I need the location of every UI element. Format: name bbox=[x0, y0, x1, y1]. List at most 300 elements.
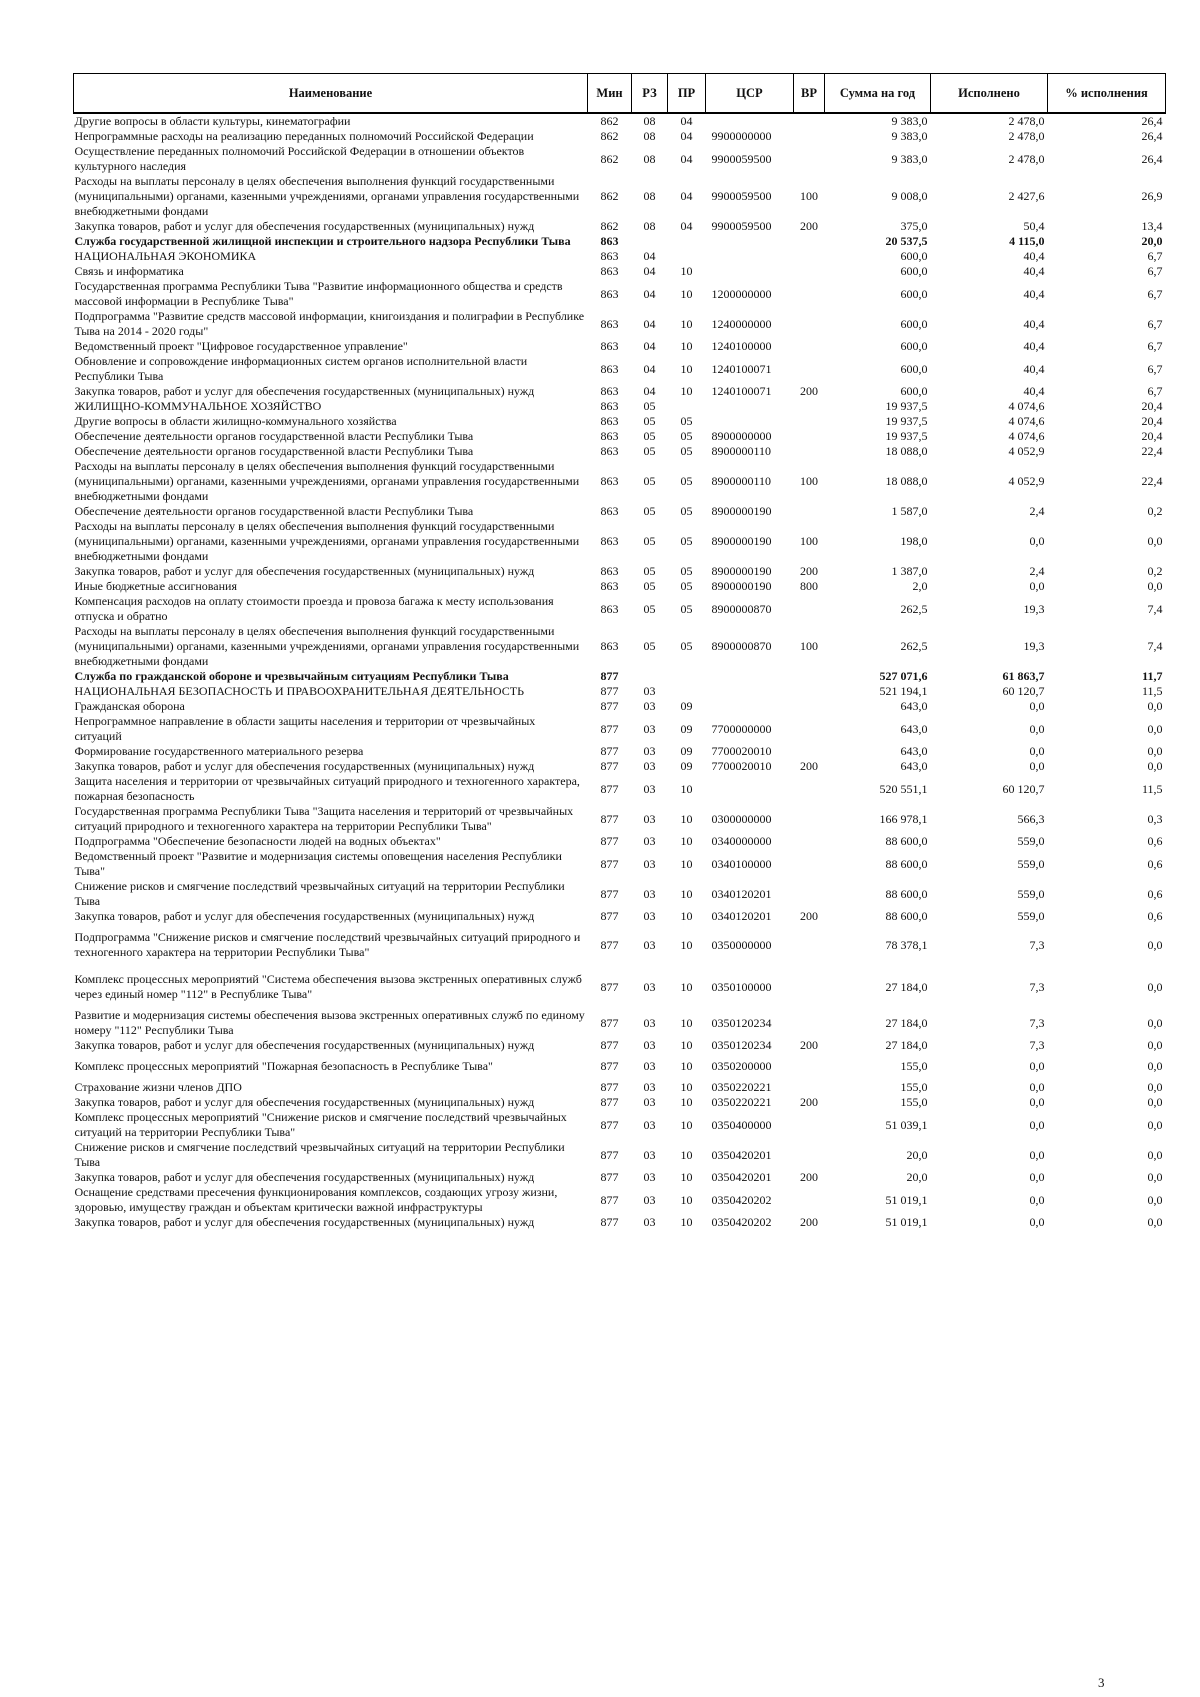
table-row bbox=[74, 113, 1166, 129]
cell-done: 7,3 bbox=[1029, 1015, 1045, 1030]
cell-pct: 0,6 bbox=[1147, 886, 1163, 901]
cell-csr: 0340120201 bbox=[711, 909, 772, 923]
cell-vr bbox=[794, 744, 825, 759]
cell-sum: 155,0 bbox=[900, 1059, 928, 1073]
cell-pct: 0,0 bbox=[1147, 937, 1163, 952]
cell-vr bbox=[794, 113, 825, 129]
cell-pr bbox=[668, 669, 706, 684]
cell-pr: 10 bbox=[680, 834, 693, 848]
cell-rz: 03 bbox=[643, 781, 656, 796]
table-row bbox=[74, 966, 1166, 1008]
cell-pct: 11,5 bbox=[1141, 781, 1163, 796]
cell-csr bbox=[706, 684, 794, 699]
cell-name: Обеспечение деятельности органов государственной власти Республики Тыва bbox=[74, 444, 474, 458]
table-row bbox=[74, 429, 1166, 444]
cell-min: 863 bbox=[600, 339, 619, 353]
cell-pct: 22,4 bbox=[1141, 444, 1163, 458]
cell-vr bbox=[794, 144, 825, 174]
table-row bbox=[74, 1053, 1166, 1080]
cell-csr bbox=[706, 414, 794, 429]
cell-rz: 03 bbox=[643, 684, 656, 698]
cell-min: 863 bbox=[600, 534, 619, 548]
cell-vr bbox=[794, 249, 825, 264]
cell-vr bbox=[794, 924, 825, 966]
cell-done: 7,3 bbox=[1029, 937, 1045, 952]
cell-name: Комплекс процессных мероприятий "Пожарная безопасность в Республике Тыва" bbox=[74, 1059, 493, 1073]
table-row bbox=[74, 339, 1166, 354]
cell-vr bbox=[794, 684, 825, 699]
cell-csr bbox=[706, 234, 794, 249]
cell-vr bbox=[794, 774, 825, 804]
cell-csr: 7700020010 bbox=[711, 759, 772, 773]
cell-name: Снижение рисков и смягчение последствий чрезвычайных ситуаций на территории Республики Тыва bbox=[74, 1140, 565, 1169]
cell-pr: 10 bbox=[680, 781, 693, 796]
cell-csr: 0350120234 bbox=[711, 1038, 772, 1052]
cell-pr: 05 bbox=[680, 429, 693, 443]
cell-min: 863 bbox=[600, 286, 619, 301]
header-sum: Сумма на год bbox=[825, 74, 931, 114]
cell-rz: 04 bbox=[643, 384, 656, 398]
table-header-row bbox=[74, 74, 1166, 114]
cell-pct: 0,0 bbox=[1147, 534, 1163, 548]
cell-name: Закупка товаров, работ и услуг для обеспечения государственных (муниципальных) нужд bbox=[74, 759, 535, 773]
cell-name: Непрограммное направление в области защиты населения и территории от чрезвычайных ситуаций bbox=[74, 714, 536, 743]
cell-rz: 03 bbox=[643, 1117, 656, 1132]
cell-min: 877 bbox=[600, 1015, 619, 1030]
cell-csr: 1240100071 bbox=[711, 384, 772, 398]
cell-rz: 05 bbox=[643, 564, 656, 578]
cell-csr: 0350220221 bbox=[711, 1080, 772, 1094]
cell-rz: 04 bbox=[643, 316, 656, 331]
cell-done: 0,0 bbox=[1029, 534, 1045, 548]
cell-name: Другие вопросы в области жилищно-коммунального хозяйства bbox=[74, 414, 397, 428]
cell-pct: 7,4 bbox=[1147, 639, 1163, 653]
cell-pr: 10 bbox=[680, 1215, 693, 1229]
cell-csr: 0350420201 bbox=[711, 1147, 772, 1162]
cell-vr bbox=[794, 504, 825, 519]
table-row bbox=[74, 219, 1166, 234]
cell-pr: 09 bbox=[680, 699, 693, 713]
cell-pr: 05 bbox=[680, 601, 693, 616]
table-row bbox=[74, 774, 1166, 804]
cell-done: 40,4 bbox=[1023, 286, 1045, 301]
cell-vr bbox=[794, 1185, 825, 1215]
cell-sum: 88 600,0 bbox=[885, 886, 928, 901]
cell-pct: 0,0 bbox=[1147, 1015, 1163, 1030]
header-name: Наименование bbox=[74, 74, 588, 114]
cell-csr: 0350420202 bbox=[711, 1215, 772, 1229]
cell-sum: 600,0 bbox=[900, 361, 928, 376]
cell-pct: 0,0 bbox=[1147, 979, 1163, 994]
table-row bbox=[74, 384, 1166, 399]
cell-sum: 9 383,0 bbox=[891, 114, 928, 128]
cell-done: 50,4 bbox=[1023, 219, 1045, 233]
cell-csr: 9900059500 bbox=[711, 219, 772, 233]
cell-min: 877 bbox=[600, 699, 619, 713]
header-done: Исполнено bbox=[931, 74, 1048, 114]
cell-sum: 643,0 bbox=[900, 744, 928, 758]
page-number: 3 bbox=[1098, 1675, 1105, 1690]
table-row bbox=[74, 279, 1166, 309]
cell-vr bbox=[794, 279, 825, 309]
cell-min: 877 bbox=[600, 781, 619, 796]
cell-pct: 0,6 bbox=[1147, 856, 1163, 871]
cell-pct: 0,0 bbox=[1147, 744, 1163, 758]
cell-pr bbox=[668, 399, 706, 414]
cell-name: Компенсация расходов на оплату стоимости проезда и провоза багажа к месту использования отпуска и обратно bbox=[74, 594, 554, 623]
table-row bbox=[74, 879, 1166, 909]
cell-pct: 20,4 bbox=[1141, 399, 1163, 413]
cell-done: 4 052,9 bbox=[1008, 474, 1045, 488]
cell-done: 2 478,0 bbox=[1008, 114, 1045, 128]
cell-csr bbox=[706, 774, 794, 804]
cell-pct: 26,9 bbox=[1141, 189, 1163, 203]
cell-csr bbox=[706, 699, 794, 714]
cell-vr: 100 bbox=[800, 639, 818, 653]
cell-name: Комплекс процессных мероприятий "Система обеспечения вызова экстренных оперативных служб через единый номер "112" в Республике Тыва" bbox=[74, 972, 582, 1001]
cell-name: Закупка товаров, работ и услуг для обеспечения государственных (муниципальных) нужд bbox=[74, 909, 535, 923]
cell-csr: 7700000000 bbox=[711, 721, 772, 736]
cell-rz: 03 bbox=[643, 1080, 656, 1094]
cell-name: Государственная программа Республики Тыва "Защита населения и территорий от чрезвычайных ситуаций природного и техногенного характера на территории Республики Тыва" bbox=[74, 804, 574, 833]
cell-name: НАЦИОНАЛЬНАЯ ЭКОНОМИКА bbox=[74, 249, 257, 263]
cell-rz: 05 bbox=[643, 414, 656, 428]
cell-rz: 03 bbox=[643, 937, 656, 952]
cell-rz: 05 bbox=[643, 474, 656, 488]
cell-done: 2,4 bbox=[1029, 564, 1045, 578]
cell-min: 862 bbox=[600, 151, 619, 166]
cell-name: Ведомственный проект "Цифровое государственное управление" bbox=[74, 339, 408, 353]
cell-pr: 10 bbox=[680, 1192, 693, 1207]
table-row bbox=[74, 759, 1166, 774]
cell-pr: 04 bbox=[680, 129, 693, 143]
cell-done: 4 052,9 bbox=[1008, 444, 1045, 458]
cell-rz: 03 bbox=[643, 856, 656, 871]
cell-pr: 04 bbox=[680, 114, 693, 128]
cell-csr: 0350400000 bbox=[711, 1117, 772, 1132]
cell-rz bbox=[632, 234, 668, 249]
cell-csr: 0340100000 bbox=[711, 856, 772, 871]
cell-rz: 04 bbox=[643, 264, 656, 278]
cell-min: 863 bbox=[600, 564, 619, 578]
cell-name: Закупка товаров, работ и услуг для обеспечения государственных (муниципальных) нужд bbox=[74, 219, 535, 233]
cell-pct: 20,4 bbox=[1141, 414, 1163, 428]
cell-sum: 643,0 bbox=[900, 699, 928, 713]
cell-vr: 200 bbox=[800, 384, 818, 398]
cell-name: Служба по гражданской обороне и чрезвычайным ситуациям Республики Тыва bbox=[74, 669, 509, 683]
cell-min: 863 bbox=[600, 639, 619, 653]
cell-pct: 26,4 bbox=[1141, 129, 1163, 143]
cell-vr bbox=[794, 399, 825, 414]
cell-sum: 20,0 bbox=[906, 1147, 928, 1162]
cell-name: Государственная программа Республики Тыва "Развитие информационного общества и средств массовой информации в Республике Тыва" bbox=[74, 279, 563, 308]
cell-done: 19,3 bbox=[1023, 601, 1045, 616]
table-row bbox=[74, 504, 1166, 519]
cell-csr: 9900059500 bbox=[711, 189, 772, 203]
table-row bbox=[74, 579, 1166, 594]
table-row bbox=[74, 594, 1166, 624]
cell-pr: 10 bbox=[680, 1117, 693, 1132]
table-row bbox=[74, 519, 1166, 564]
cell-rz: 03 bbox=[643, 721, 656, 736]
cell-csr: 8900000870 bbox=[711, 639, 772, 653]
cell-pr: 05 bbox=[680, 474, 693, 488]
cell-pr: 09 bbox=[680, 759, 693, 773]
cell-sum: 155,0 bbox=[900, 1095, 928, 1109]
cell-vr bbox=[794, 1053, 825, 1080]
table-row bbox=[74, 564, 1166, 579]
cell-sum: 19 937,5 bbox=[885, 399, 928, 413]
cell-vr bbox=[794, 339, 825, 354]
header-vr: ВР bbox=[794, 74, 825, 114]
cell-vr bbox=[794, 1080, 825, 1095]
cell-name: Закупка товаров, работ и услуг для обеспечения государственных (муниципальных) нужд bbox=[74, 1038, 535, 1052]
cell-csr: 0340120201 bbox=[711, 886, 772, 901]
cell-sum: 1 587,0 bbox=[891, 504, 928, 518]
cell-min: 863 bbox=[600, 504, 619, 518]
cell-done: 0,0 bbox=[1029, 1095, 1045, 1109]
cell-sum: 9 383,0 bbox=[891, 151, 928, 166]
cell-done: 0,0 bbox=[1029, 1080, 1045, 1094]
cell-rz: 08 bbox=[643, 189, 656, 203]
cell-pct: 11,5 bbox=[1141, 684, 1163, 698]
budget-execution-table bbox=[73, 73, 1166, 1230]
cell-sum: 600,0 bbox=[900, 286, 928, 301]
cell-min: 863 bbox=[600, 429, 619, 443]
cell-pct: 6,7 bbox=[1147, 264, 1163, 278]
cell-rz: 08 bbox=[643, 114, 656, 128]
table-row bbox=[74, 354, 1166, 384]
cell-name: Обеспечение деятельности органов государственной власти Республики Тыва bbox=[74, 429, 474, 443]
cell-name: Непрограммные расходы на реализацию переданных полномочий Российской Федерации bbox=[74, 129, 534, 143]
cell-csr: 7700020010 bbox=[711, 744, 772, 758]
cell-min: 877 bbox=[600, 759, 619, 773]
header-pct: % исполнения bbox=[1048, 74, 1166, 114]
cell-pr: 04 bbox=[680, 219, 693, 233]
cell-rz: 03 bbox=[643, 1170, 656, 1184]
cell-pr: 10 bbox=[680, 1015, 693, 1030]
cell-rz: 08 bbox=[643, 129, 656, 143]
cell-csr: 0350200000 bbox=[711, 1059, 772, 1073]
cell-csr: 0350420202 bbox=[711, 1192, 772, 1207]
cell-pct: 6,7 bbox=[1147, 384, 1163, 398]
cell-pr: 09 bbox=[680, 744, 693, 758]
cell-csr: 1200000000 bbox=[711, 286, 772, 301]
cell-csr: 0350120234 bbox=[711, 1015, 772, 1030]
cell-min: 877 bbox=[600, 1117, 619, 1132]
cell-pr: 10 bbox=[680, 1095, 693, 1109]
cell-sum: 262,5 bbox=[900, 639, 928, 653]
cell-min: 877 bbox=[600, 684, 619, 698]
table-row bbox=[74, 1080, 1166, 1095]
cell-rz: 03 bbox=[643, 811, 656, 826]
cell-csr bbox=[706, 264, 794, 279]
table-row bbox=[74, 129, 1166, 144]
cell-pr: 05 bbox=[680, 639, 693, 653]
cell-min: 863 bbox=[600, 474, 619, 488]
cell-pct: 0,0 bbox=[1147, 1192, 1163, 1207]
table-row bbox=[74, 714, 1166, 744]
cell-sum: 18 088,0 bbox=[885, 474, 928, 488]
cell-pr: 05 bbox=[680, 444, 693, 458]
cell-name: Иные бюджетные ассигнования bbox=[74, 579, 237, 593]
table-row bbox=[74, 1170, 1166, 1185]
cell-csr bbox=[706, 113, 794, 129]
cell-vr bbox=[794, 234, 825, 249]
cell-min: 877 bbox=[600, 744, 619, 758]
cell-pct: 6,7 bbox=[1147, 316, 1163, 331]
cell-rz: 03 bbox=[643, 1095, 656, 1109]
table-row bbox=[74, 684, 1166, 699]
cell-done: 40,4 bbox=[1023, 316, 1045, 331]
cell-csr bbox=[706, 669, 794, 684]
cell-min: 877 bbox=[600, 856, 619, 871]
cell-vr: 200 bbox=[800, 759, 818, 773]
cell-sum: 262,5 bbox=[900, 601, 928, 616]
cell-done: 4 074,6 bbox=[1008, 414, 1045, 428]
table-row bbox=[74, 399, 1166, 414]
cell-vr bbox=[794, 1008, 825, 1038]
cell-csr bbox=[706, 249, 794, 264]
cell-pr bbox=[668, 249, 706, 264]
cell-pr: 10 bbox=[680, 886, 693, 901]
cell-name: Гражданская оборона bbox=[74, 699, 185, 713]
cell-pct: 0,0 bbox=[1147, 1170, 1163, 1184]
cell-csr: 8900000190 bbox=[711, 534, 772, 548]
cell-rz: 08 bbox=[643, 219, 656, 233]
cell-min: 863 bbox=[600, 361, 619, 376]
table-row bbox=[74, 1095, 1166, 1110]
cell-vr: 200 bbox=[800, 219, 818, 233]
table-row bbox=[74, 234, 1166, 249]
cell-rz: 03 bbox=[643, 909, 656, 923]
cell-name: Оснащение средствами пресечения функционирования комплексов, создающих угрозу жизни, здоровью, имуществу граждан и объектам критически важной инфраструктуры bbox=[74, 1185, 558, 1214]
cell-name: Расходы на выплаты персоналу в целях обеспечения выполнения функций государственными (муниципальными) органами, казенными учреждениями, органами управления государственными внебюджетными фондами bbox=[74, 459, 580, 503]
cell-rz: 04 bbox=[643, 249, 656, 263]
cell-name: Подпрограмма "Снижение рисков и смягчение последствий чрезвычайных ситуаций природного и техногенного характера на территории Республики Тыва" bbox=[74, 930, 581, 959]
cell-min: 863 bbox=[600, 444, 619, 458]
cell-sum: 2,0 bbox=[912, 579, 928, 593]
cell-pr: 10 bbox=[680, 339, 693, 353]
cell-pct: 0,0 bbox=[1147, 1117, 1163, 1132]
cell-csr: 0300000000 bbox=[711, 811, 772, 826]
cell-sum: 600,0 bbox=[900, 316, 928, 331]
cell-vr: 100 bbox=[800, 474, 818, 488]
cell-csr: 8900000110 bbox=[711, 474, 772, 488]
cell-csr: 1240100071 bbox=[711, 361, 772, 376]
cell-pct: 0,0 bbox=[1147, 1215, 1163, 1229]
cell-done: 2,4 bbox=[1029, 504, 1045, 518]
cell-done: 0,0 bbox=[1029, 1059, 1045, 1073]
table-row bbox=[74, 309, 1166, 339]
cell-min: 877 bbox=[600, 979, 619, 994]
cell-vr bbox=[794, 1140, 825, 1170]
cell-sum: 600,0 bbox=[900, 264, 928, 278]
cell-rz: 03 bbox=[643, 759, 656, 773]
table-row bbox=[74, 444, 1166, 459]
cell-pct: 22,4 bbox=[1141, 474, 1163, 488]
cell-pct: 0,0 bbox=[1147, 1038, 1163, 1052]
cell-vr: 200 bbox=[800, 1038, 818, 1052]
cell-rz: 03 bbox=[643, 1038, 656, 1052]
cell-name: ЖИЛИЩНО-КОММУНАЛЬНОЕ ХОЗЯЙСТВО bbox=[74, 399, 322, 413]
cell-vr bbox=[794, 879, 825, 909]
cell-vr bbox=[794, 834, 825, 849]
cell-pct: 0,6 bbox=[1147, 834, 1163, 848]
table-row bbox=[74, 249, 1166, 264]
cell-min: 863 bbox=[600, 579, 619, 593]
cell-pct: 6,7 bbox=[1147, 361, 1163, 376]
cell-done: 4 074,6 bbox=[1008, 399, 1045, 413]
cell-vr: 100 bbox=[800, 534, 818, 548]
cell-vr: 200 bbox=[800, 909, 818, 923]
cell-name: Закупка товаров, работ и услуг для обеспечения государственных (муниципальных) нужд bbox=[74, 1170, 535, 1184]
cell-pr: 10 bbox=[680, 856, 693, 871]
cell-name: Расходы на выплаты персоналу в целях обеспечения выполнения функций государственными (муниципальными) органами, казенными учреждениями, органами управления государственными внебюджетными фондами bbox=[74, 624, 580, 668]
cell-sum: 643,0 bbox=[900, 759, 928, 773]
cell-min: 877 bbox=[600, 811, 619, 826]
cell-pr: 10 bbox=[680, 811, 693, 826]
cell-pr: 10 bbox=[680, 1080, 693, 1094]
cell-done: 566,3 bbox=[1017, 811, 1045, 826]
cell-pr: 09 bbox=[680, 721, 693, 736]
cell-sum: 20,0 bbox=[906, 1170, 928, 1184]
cell-pct: 7,4 bbox=[1147, 601, 1163, 616]
table-row bbox=[74, 669, 1166, 684]
cell-pct: 0,0 bbox=[1147, 1147, 1163, 1162]
cell-pr bbox=[668, 684, 706, 699]
cell-vr: 800 bbox=[800, 579, 818, 593]
cell-done: 40,4 bbox=[1023, 249, 1045, 263]
cell-pr: 10 bbox=[680, 979, 693, 994]
cell-name: Закупка товаров, работ и услуг для обеспечения государственных (муниципальных) нужд bbox=[74, 1215, 535, 1229]
cell-vr bbox=[794, 429, 825, 444]
cell-pct: 0,0 bbox=[1147, 721, 1163, 736]
cell-pr: 10 bbox=[680, 1038, 693, 1052]
cell-pct: 0,0 bbox=[1147, 759, 1163, 773]
cell-rz: 03 bbox=[643, 699, 656, 713]
cell-done: 0,0 bbox=[1029, 1215, 1045, 1229]
cell-pr: 05 bbox=[680, 579, 693, 593]
cell-sum: 18 088,0 bbox=[885, 444, 928, 458]
cell-vr bbox=[794, 414, 825, 429]
cell-sum: 600,0 bbox=[900, 249, 928, 263]
cell-done: 0,0 bbox=[1029, 744, 1045, 758]
cell-sum: 27 184,0 bbox=[885, 1038, 928, 1052]
cell-vr bbox=[794, 714, 825, 744]
cell-done: 559,0 bbox=[1017, 909, 1045, 923]
cell-name: Страхование жизни членов ДПО bbox=[74, 1080, 242, 1094]
table-row bbox=[74, 744, 1166, 759]
cell-min: 877 bbox=[600, 1170, 619, 1184]
cell-csr: 0350420201 bbox=[711, 1170, 772, 1184]
cell-sum: 27 184,0 bbox=[885, 979, 928, 994]
cell-done: 0,0 bbox=[1029, 1147, 1045, 1162]
cell-pr: 04 bbox=[680, 189, 693, 203]
cell-pr: 04 bbox=[680, 151, 693, 166]
cell-name: НАЦИОНАЛЬНАЯ БЕЗОПАСНОСТЬ И ПРАВООХРАНИТЕЛЬНАЯ ДЕЯТЕЛЬНОСТЬ bbox=[74, 684, 524, 698]
cell-vr bbox=[794, 309, 825, 339]
cell-vr bbox=[794, 669, 825, 684]
cell-rz: 03 bbox=[643, 1015, 656, 1030]
cell-pct: 0,0 bbox=[1147, 1095, 1163, 1109]
cell-pct: 0,2 bbox=[1147, 564, 1163, 578]
cell-vr bbox=[794, 804, 825, 834]
cell-done: 0,0 bbox=[1029, 759, 1045, 773]
cell-sum: 19 937,5 bbox=[885, 414, 928, 428]
table-row bbox=[74, 264, 1166, 279]
table-row bbox=[74, 699, 1166, 714]
